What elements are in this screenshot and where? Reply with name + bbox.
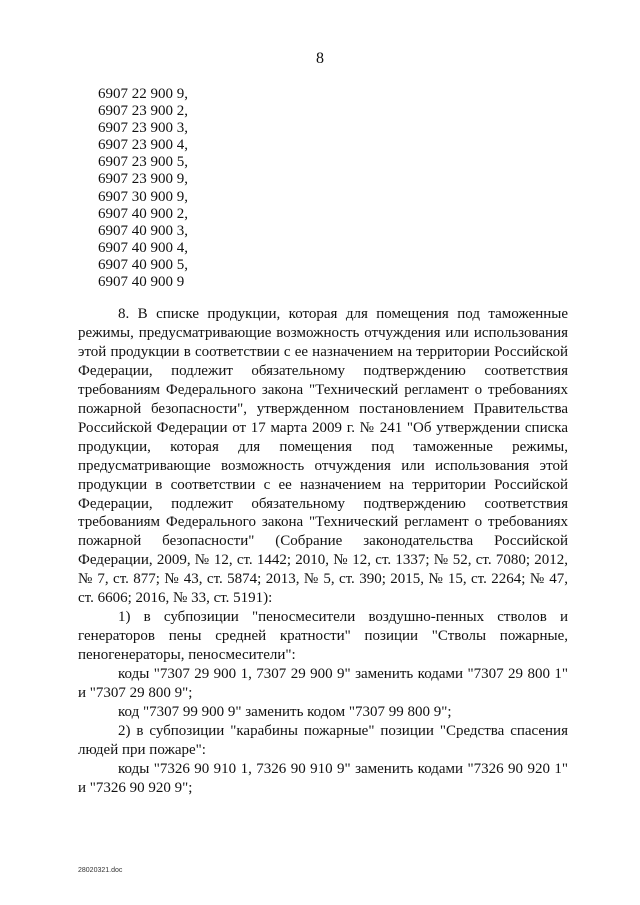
code-list-item: 6907 23 900 2,: [98, 103, 188, 120]
subitem-paragraph: 1) в субпозиции "пеносмесители воздушно-пенных стволов и генераторов пены средней кратности" позиции "Стволы пожарные, пеногенераторы, пеносмесители":: [78, 609, 568, 664]
document-body: [78, 305, 568, 798]
code-list-item: 6907 40 900 3,: [98, 222, 188, 239]
code-list-item: 6907 22 900 9,: [98, 86, 188, 102]
code-replacement-paragraph: коды "7307 29 900 1, 7307 29 900 9" заменить кодами "7307 29 800 1" и "7307 29 800 9";: [78, 666, 568, 702]
subitem-paragraph: 2) в субпозиции "карабины пожарные" позиции "Средства спасения людей при пожаре":: [78, 722, 568, 758]
code-list-item: 6907 23 900 5,: [98, 154, 188, 171]
code-list: [98, 86, 188, 291]
code-list-item: 6907 30 900 9,: [98, 188, 188, 205]
code-list-item: 6907 23 900 3,: [98, 120, 188, 137]
code-list-item: 6907 40 900 2,: [98, 205, 188, 222]
code-list-item: 6907 40 900 9: [98, 274, 185, 291]
code-list-item: 6907 40 900 4,: [98, 239, 188, 256]
code-replacement-paragraph: коды "7326 90 910 1, 7326 90 910 9" заменить кодами "7326 90 920 1" и "7326 90 920 9";: [78, 760, 568, 796]
code-replacement-paragraph: код "7307 99 900 9" заменить кодом "7307 99 800 9";: [118, 704, 452, 721]
footer-filename: 28020321.doc: [78, 867, 123, 874]
amendment-paragraph: 8. В списке продукции, которая для помещения под таможенные режимы, предусматривающие возможность отчуждения или использования этой продукции в соответствии с ее назначением на территории Российской Федерации, подлежит обязательному подтверждению соответствия требованиям Федерального закона "Технический регламент о требованиях пожарной безопасности", утвержденном постановлением Правительства Российской Федерации от 17 марта 2009 г. № 241 "Об утверждении списка продукции, которая для помещения под таможенные режимы, предусматривающие возможность отчуждения или использования этой продукции в соответствии с ее назначением на территории Российской Федерации, подлежит обязательному подтверждению соответствия требованиям Федерального закона "Технический регламент о требованиях пожарной безопасности" (Собрание законодательства Российской Федерации, 2009, № 12, ст. 1442; 2010, № 12, ст. 1337; № 52, ст. 7080; 2012, № 7, ст. 877; № 43, ст. 5874; 2013, № 5, ст. 390; 2015, № 15, ст. 2264; № 47, ст. 6606; 2016, № 33, ст. 5191):: [78, 306, 568, 607]
code-list-item: 6907 23 900 9,: [98, 171, 188, 188]
code-list-item: 6907 23 900 4,: [98, 137, 188, 154]
page-number: 8: [316, 50, 324, 67]
code-list-item: 6907 40 900 5,: [98, 256, 188, 273]
